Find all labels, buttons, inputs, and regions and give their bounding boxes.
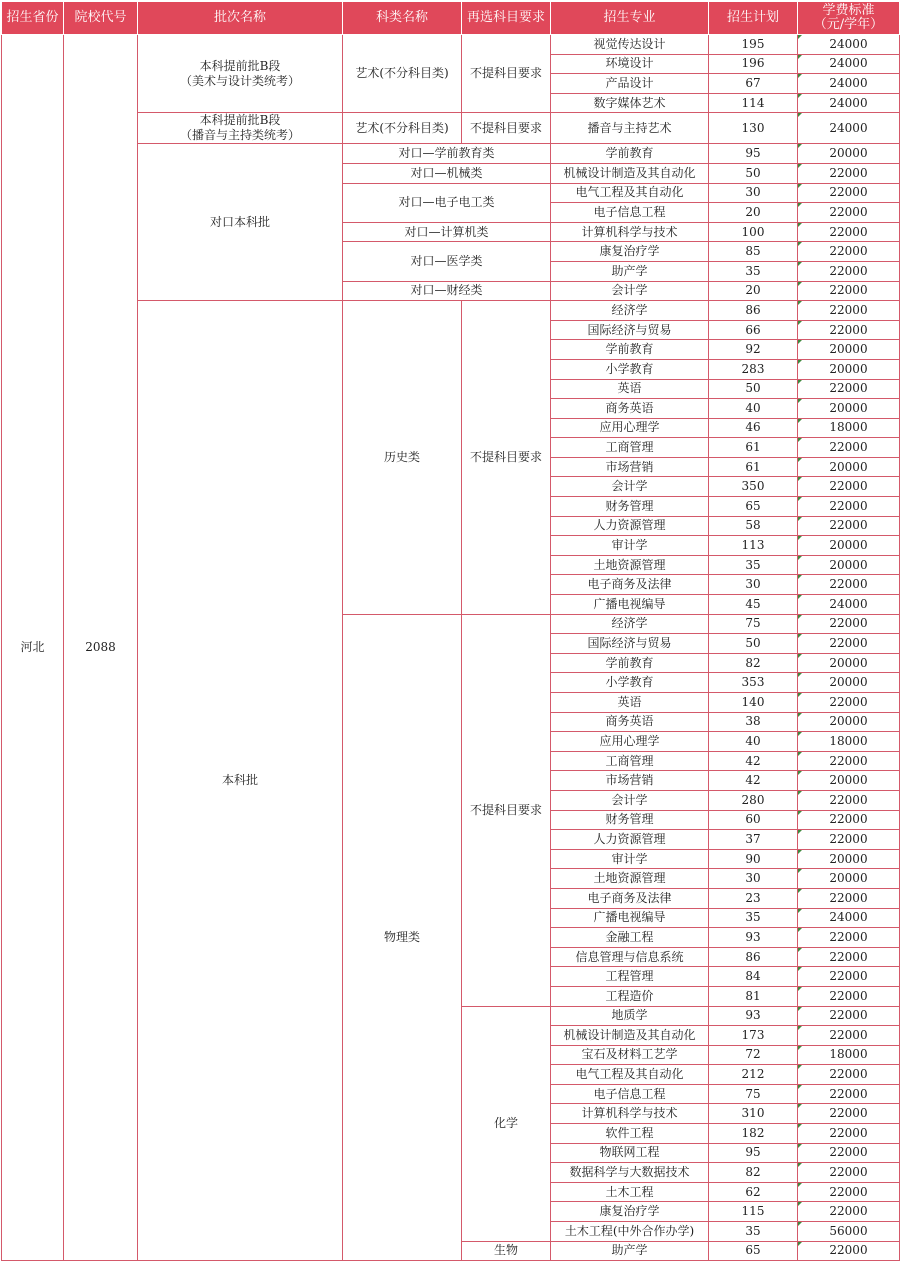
fee-cell: 22000 — [798, 947, 900, 967]
category-cell: 对口—财经类 — [343, 281, 551, 301]
major-cell: 土木工程(中外合作办学) — [551, 1222, 709, 1242]
major-cell: 数字媒体艺术 — [551, 93, 709, 113]
fee-cell: 22000 — [798, 222, 900, 242]
plan-cell: 212 — [709, 1065, 798, 1085]
fee-cell: 22000 — [798, 183, 900, 203]
reselect-cell: 不提科目要求 — [462, 614, 551, 1006]
fee-cell: 20000 — [798, 399, 900, 419]
major-cell: 电子商务及法律 — [551, 888, 709, 908]
category-cell: 对口—计算机类 — [343, 222, 551, 242]
header-fee-line1: 学费标准 — [822, 3, 875, 18]
plan-cell: 115 — [709, 1202, 798, 1222]
fee-cell: 20000 — [798, 144, 900, 164]
header-fee-line2: （元/学年） — [813, 17, 884, 32]
major-cell: 环境设计 — [551, 54, 709, 74]
plan-cell: 23 — [709, 888, 798, 908]
fee-cell: 22000 — [798, 1084, 900, 1104]
plan-cell: 93 — [709, 1006, 798, 1026]
major-cell: 土地资源管理 — [551, 555, 709, 575]
fee-cell: 22000 — [798, 928, 900, 948]
fee-cell: 22000 — [798, 516, 900, 536]
fee-cell: 22000 — [798, 790, 900, 810]
fee-cell: 22000 — [798, 810, 900, 830]
major-cell: 金融工程 — [551, 928, 709, 948]
plan-cell: 46 — [709, 418, 798, 438]
fee-cell: 20000 — [798, 712, 900, 732]
plan-cell: 40 — [709, 732, 798, 752]
fee-cell: 24000 — [798, 35, 900, 55]
major-cell: 市场营销 — [551, 771, 709, 791]
category-cell-history: 历史类 — [343, 301, 462, 615]
fee-cell: 22000 — [798, 1065, 900, 1085]
fee-cell: 22000 — [798, 1124, 900, 1144]
major-cell: 会计学 — [551, 477, 709, 497]
plan-cell: 61 — [709, 438, 798, 458]
major-cell: 数据科学与大数据技术 — [551, 1163, 709, 1183]
fee-cell: 22000 — [798, 1182, 900, 1202]
header-fee — [798, 2, 900, 35]
fee-cell: 22000 — [798, 320, 900, 340]
major-cell: 审计学 — [551, 536, 709, 556]
major-cell: 助产学 — [551, 261, 709, 281]
major-cell: 工程管理 — [551, 967, 709, 987]
plan-cell: 30 — [709, 575, 798, 595]
plan-cell: 114 — [709, 93, 798, 113]
fee-cell: 24000 — [798, 54, 900, 74]
major-cell: 英语 — [551, 693, 709, 713]
school-code-cell: 2088 — [64, 35, 138, 1261]
plan-cell: 84 — [709, 967, 798, 987]
major-cell: 电子商务及法律 — [551, 575, 709, 595]
major-cell: 审计学 — [551, 849, 709, 869]
plan-cell: 65 — [709, 497, 798, 517]
plan-cell: 30 — [709, 869, 798, 889]
plan-cell: 90 — [709, 849, 798, 869]
plan-cell: 113 — [709, 536, 798, 556]
major-cell: 学前教育 — [551, 144, 709, 164]
province-cell: 河北 — [2, 35, 64, 1261]
plan-cell: 82 — [709, 1163, 798, 1183]
plan-cell: 85 — [709, 242, 798, 262]
plan-cell: 130 — [709, 113, 798, 144]
header-batch: 批次名称 — [138, 2, 343, 35]
plan-cell: 350 — [709, 477, 798, 497]
fee-cell: 20000 — [798, 555, 900, 575]
major-cell: 播音与主持艺术 — [551, 113, 709, 144]
major-cell: 小学教育 — [551, 359, 709, 379]
category-cell: 对口—医学类 — [343, 242, 551, 281]
plan-cell: 38 — [709, 712, 798, 732]
major-cell: 小学教育 — [551, 673, 709, 693]
batch-art-design-line2: （美术与设计类统考） — [179, 73, 300, 88]
table-row — [2, 35, 900, 55]
batch-cell-art-design — [138, 35, 343, 113]
major-cell: 宝石及材料工艺学 — [551, 1045, 709, 1065]
fee-cell: 24000 — [798, 113, 900, 144]
major-cell: 商务英语 — [551, 712, 709, 732]
major-cell: 康复治疗学 — [551, 242, 709, 262]
major-cell: 国际经济与贸易 — [551, 634, 709, 654]
fee-cell: 20000 — [798, 771, 900, 791]
fee-cell: 24000 — [798, 74, 900, 94]
fee-cell: 20000 — [798, 359, 900, 379]
fee-cell: 56000 — [798, 1222, 900, 1242]
fee-cell: 20000 — [798, 869, 900, 889]
fee-cell: 22000 — [798, 614, 900, 634]
fee-cell: 22000 — [798, 888, 900, 908]
major-cell: 人力资源管理 — [551, 830, 709, 850]
plan-cell: 283 — [709, 359, 798, 379]
major-cell: 广播电视编导 — [551, 908, 709, 928]
major-cell: 英语 — [551, 379, 709, 399]
fee-cell: 22000 — [798, 301, 900, 321]
major-cell: 电气工程及其自动化 — [551, 183, 709, 203]
plan-cell: 20 — [709, 203, 798, 223]
major-cell: 电子信息工程 — [551, 203, 709, 223]
header-major: 招生专业 — [551, 2, 709, 35]
major-cell: 广播电视编导 — [551, 595, 709, 615]
major-cell: 土地资源管理 — [551, 869, 709, 889]
major-cell: 机械设计制造及其自动化 — [551, 163, 709, 183]
plan-cell: 173 — [709, 1026, 798, 1046]
enrollment-plan-table — [1, 1, 900, 1261]
major-cell: 应用心理学 — [551, 732, 709, 752]
plan-cell: 42 — [709, 751, 798, 771]
fee-cell: 20000 — [798, 340, 900, 360]
major-cell: 商务英语 — [551, 399, 709, 419]
plan-cell: 58 — [709, 516, 798, 536]
category-cell: 对口—电子电工类 — [343, 183, 551, 222]
reselect-cell: 不提科目要求 — [462, 301, 551, 615]
fee-cell: 20000 — [798, 457, 900, 477]
major-cell: 工商管理 — [551, 751, 709, 771]
plan-cell: 86 — [709, 301, 798, 321]
fee-cell: 22000 — [798, 1202, 900, 1222]
plan-cell: 60 — [709, 810, 798, 830]
reselect-cell-chemistry: 化学 — [462, 1006, 551, 1241]
major-cell: 土木工程 — [551, 1182, 709, 1202]
fee-cell: 22000 — [798, 1026, 900, 1046]
major-cell: 计算机科学与技术 — [551, 222, 709, 242]
fee-cell: 20000 — [798, 673, 900, 693]
fee-cell: 24000 — [798, 93, 900, 113]
plan-cell: 65 — [709, 1241, 798, 1261]
fee-cell: 22000 — [798, 986, 900, 1006]
major-cell: 市场营销 — [551, 457, 709, 477]
fee-cell: 22000 — [798, 281, 900, 301]
fee-cell: 22000 — [798, 1104, 900, 1124]
header-reselect: 再选科目要求 — [462, 2, 551, 35]
major-cell: 学前教育 — [551, 340, 709, 360]
fee-cell: 22000 — [798, 261, 900, 281]
plan-cell: 37 — [709, 830, 798, 850]
fee-cell: 22000 — [798, 497, 900, 517]
plan-cell: 42 — [709, 771, 798, 791]
category-cell-physics: 物理类 — [343, 614, 462, 1261]
batch-cell-vocational: 对口本科批 — [138, 144, 343, 301]
major-cell: 学前教育 — [551, 653, 709, 673]
plan-cell: 82 — [709, 653, 798, 673]
fee-cell: 22000 — [798, 1143, 900, 1163]
fee-cell: 22000 — [798, 242, 900, 262]
major-cell: 财务管理 — [551, 497, 709, 517]
major-cell: 经济学 — [551, 301, 709, 321]
major-cell: 信息管理与信息系统 — [551, 947, 709, 967]
plan-cell: 67 — [709, 74, 798, 94]
batch-cell-broadcast — [138, 113, 343, 144]
plan-cell: 66 — [709, 320, 798, 340]
category-cell: 艺术(不分科目类) — [343, 113, 462, 144]
header-province: 招生省份 — [2, 2, 64, 35]
plan-cell: 95 — [709, 144, 798, 164]
major-cell: 计算机科学与技术 — [551, 1104, 709, 1124]
fee-cell: 22000 — [798, 438, 900, 458]
fee-cell: 22000 — [798, 967, 900, 987]
batch-cell-regular: 本科批 — [138, 301, 343, 1261]
plan-cell: 72 — [709, 1045, 798, 1065]
plan-cell: 35 — [709, 261, 798, 281]
major-cell: 工商管理 — [551, 438, 709, 458]
major-cell: 物联网工程 — [551, 1143, 709, 1163]
plan-cell: 30 — [709, 183, 798, 203]
fee-cell: 22000 — [798, 830, 900, 850]
major-cell: 视觉传达设计 — [551, 35, 709, 55]
major-cell: 会计学 — [551, 281, 709, 301]
plan-cell: 182 — [709, 1124, 798, 1144]
major-cell: 应用心理学 — [551, 418, 709, 438]
fee-cell: 22000 — [798, 693, 900, 713]
batch-art-design-line1: 本科提前批B段 — [199, 58, 281, 73]
fee-cell: 18000 — [798, 418, 900, 438]
plan-cell: 35 — [709, 555, 798, 575]
header-plan: 招生计划 — [709, 2, 798, 35]
fee-cell: 20000 — [798, 653, 900, 673]
plan-cell: 86 — [709, 947, 798, 967]
fee-cell: 22000 — [798, 1241, 900, 1261]
major-cell: 康复治疗学 — [551, 1202, 709, 1222]
fee-cell: 22000 — [798, 1006, 900, 1026]
category-cell: 对口—学前教育类 — [343, 144, 551, 164]
plan-cell: 81 — [709, 986, 798, 1006]
fee-cell: 22000 — [798, 575, 900, 595]
major-cell: 电气工程及其自动化 — [551, 1065, 709, 1085]
plan-cell: 196 — [709, 54, 798, 74]
plan-cell: 45 — [709, 595, 798, 615]
header-category: 科类名称 — [343, 2, 462, 35]
fee-cell: 20000 — [798, 536, 900, 556]
fee-cell: 18000 — [798, 732, 900, 752]
plan-cell: 280 — [709, 790, 798, 810]
category-cell: 艺术(不分科目类) — [343, 35, 462, 113]
fee-cell: 24000 — [798, 908, 900, 928]
major-cell: 软件工程 — [551, 1124, 709, 1144]
major-cell: 会计学 — [551, 790, 709, 810]
fee-cell: 22000 — [798, 379, 900, 399]
major-cell: 产品设计 — [551, 74, 709, 94]
category-cell: 对口—机械类 — [343, 163, 551, 183]
plan-cell: 75 — [709, 1084, 798, 1104]
plan-cell: 62 — [709, 1182, 798, 1202]
fee-cell: 20000 — [798, 849, 900, 869]
plan-cell: 93 — [709, 928, 798, 948]
major-cell: 人力资源管理 — [551, 516, 709, 536]
fee-cell: 22000 — [798, 1163, 900, 1183]
major-cell: 机械设计制造及其自动化 — [551, 1026, 709, 1046]
plan-cell: 310 — [709, 1104, 798, 1124]
fee-cell: 22000 — [798, 634, 900, 654]
plan-cell: 40 — [709, 399, 798, 419]
major-cell: 国际经济与贸易 — [551, 320, 709, 340]
major-cell: 地质学 — [551, 1006, 709, 1026]
fee-cell: 18000 — [798, 1045, 900, 1065]
plan-cell: 35 — [709, 1222, 798, 1242]
reselect-cell-biology: 生物 — [462, 1241, 551, 1261]
reselect-cell: 不提科目要求 — [462, 113, 551, 144]
plan-cell: 50 — [709, 634, 798, 654]
fee-cell: 24000 — [798, 595, 900, 615]
plan-cell: 75 — [709, 614, 798, 634]
fee-cell: 22000 — [798, 163, 900, 183]
plan-cell: 353 — [709, 673, 798, 693]
major-cell: 工程造价 — [551, 986, 709, 1006]
plan-cell: 20 — [709, 281, 798, 301]
batch-broadcast-line2: （播音与主持类统考） — [179, 128, 300, 143]
major-cell: 电子信息工程 — [551, 1084, 709, 1104]
plan-cell: 50 — [709, 379, 798, 399]
major-cell: 助产学 — [551, 1241, 709, 1261]
major-cell: 经济学 — [551, 614, 709, 634]
fee-cell: 22000 — [798, 751, 900, 771]
plan-cell: 140 — [709, 693, 798, 713]
plan-cell: 35 — [709, 908, 798, 928]
reselect-cell: 不提科目要求 — [462, 35, 551, 113]
major-cell: 财务管理 — [551, 810, 709, 830]
header-school-code: 院校代号 — [64, 2, 138, 35]
fee-cell: 22000 — [798, 203, 900, 223]
plan-cell: 95 — [709, 1143, 798, 1163]
plan-cell: 61 — [709, 457, 798, 477]
plan-cell: 195 — [709, 35, 798, 55]
plan-cell: 50 — [709, 163, 798, 183]
batch-broadcast-line1: 本科提前批B段 — [199, 113, 281, 128]
plan-cell: 92 — [709, 340, 798, 360]
plan-cell: 100 — [709, 222, 798, 242]
header-row — [2, 2, 900, 35]
fee-cell: 22000 — [798, 477, 900, 497]
